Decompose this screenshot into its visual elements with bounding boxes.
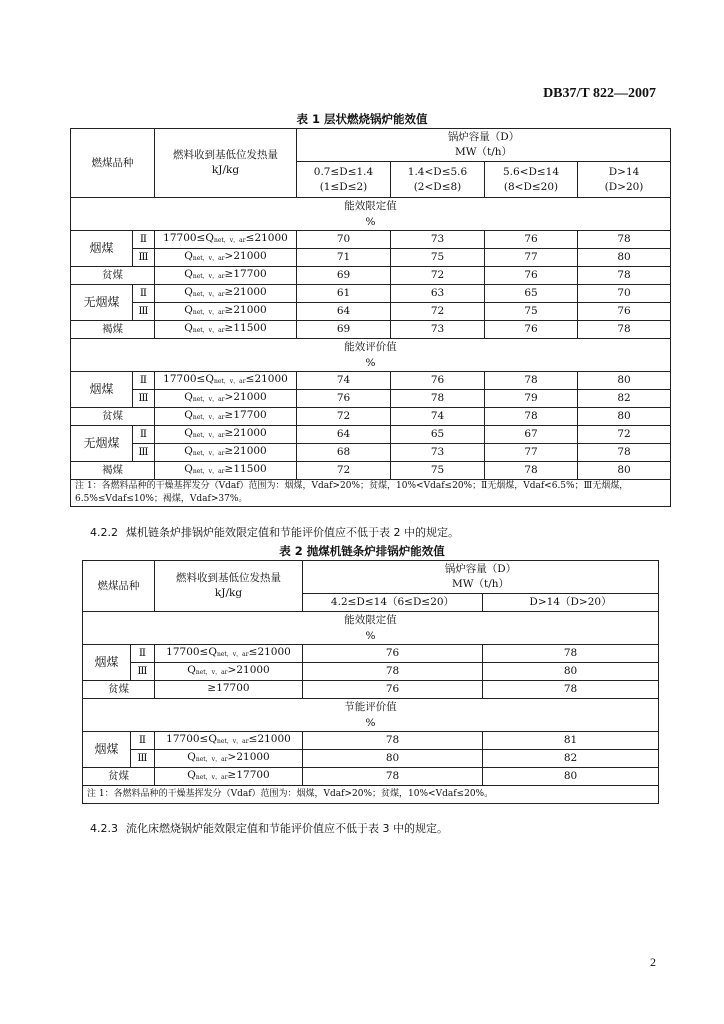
heating-value <box>155 462 297 480</box>
coal-grade: Ⅱ <box>133 285 155 303</box>
page-number: 2 <box>650 955 656 969</box>
coal-grade: Ⅱ <box>133 426 155 444</box>
table2-header-heat <box>155 561 303 612</box>
efficiency-value: 82 <box>578 390 671 408</box>
coal-grade: Ⅱ <box>133 231 155 249</box>
efficiency-value: 76 <box>485 267 578 285</box>
heating-value-prefix: Q <box>184 463 193 475</box>
heating-value <box>155 321 297 339</box>
fuel-type: 褐煤 <box>71 321 155 339</box>
coal-grade: Ⅱ <box>133 372 155 390</box>
table1 <box>70 128 671 507</box>
efficiency-value: 78 <box>578 444 671 462</box>
efficiency-value: 69 <box>297 267 391 285</box>
efficiency-value: 74 <box>391 408 485 426</box>
fuel-type: 贫煤 <box>83 681 155 699</box>
efficiency-value: 75 <box>391 462 485 480</box>
coal-grade: Ⅲ <box>133 303 155 321</box>
efficiency-value: 80 <box>578 249 671 267</box>
efficiency-value: 72 <box>578 426 671 444</box>
heating-value-prefix: 17700≤Q <box>166 646 217 658</box>
heating-value <box>155 750 303 768</box>
table1-header-capacity-line1: 锅炉容量（D） <box>447 131 520 143</box>
coal-grade: Ⅱ <box>131 645 155 663</box>
efficiency-value: 73 <box>391 321 485 339</box>
efficiency-value: 65 <box>485 285 578 303</box>
table-row <box>83 645 659 663</box>
heating-value-subscript: net，v，ar <box>213 237 246 244</box>
efficiency-value: 78 <box>485 408 578 426</box>
heating-value <box>155 231 297 249</box>
efficiency-value: 73 <box>391 231 485 249</box>
efficiency-value: 78 <box>303 732 483 750</box>
heating-value <box>155 285 297 303</box>
note-row <box>83 786 659 804</box>
table-row <box>71 303 671 321</box>
efficiency-value: 76 <box>297 390 391 408</box>
efficiency-value: 72 <box>297 462 391 480</box>
efficiency-value: 78 <box>303 663 483 681</box>
heating-value <box>155 681 303 699</box>
table2-capacity-range: D>14（D>20） <box>483 594 659 612</box>
efficiency-value: 71 <box>297 249 391 267</box>
paragraph-4-2-2-number: 4.2.2 <box>90 526 118 539</box>
capacity-range-th: (8<D≤20) <box>503 180 559 193</box>
heating-value-subscript: net，v，ar <box>192 432 225 439</box>
efficiency-value: 78 <box>483 645 659 663</box>
heating-value-prefix: Q <box>184 445 193 457</box>
heating-value-suffix: >21000 <box>224 250 267 262</box>
fuel-type: 贫煤 <box>71 408 155 426</box>
heating-value <box>155 426 297 444</box>
table-row <box>83 663 659 681</box>
table-row <box>83 750 659 768</box>
section-heading <box>83 612 659 645</box>
efficiency-value: 78 <box>485 372 578 390</box>
heating-value <box>155 408 297 426</box>
heating-value <box>155 303 297 321</box>
heating-value-subscript: net，v，ar <box>195 669 228 676</box>
heating-value-suffix: ≥11500 <box>224 322 267 334</box>
table1-note: 注 1：各燃料品种的干燥基挥发分（Vdaf）范围为：烟煤，Vdaf>20%；贫煤，10%<Vdaf≤20%；Ⅱ无烟煤，Vdaf<6.5%；Ⅲ无烟煤，6.5%≤Vdaf≤10%；褐煤，Vdaf>37%。 <box>71 480 671 507</box>
heating-value-prefix: Q <box>184 322 193 334</box>
efficiency-value: 80 <box>303 750 483 768</box>
heating-value <box>155 732 303 750</box>
capacity-range-th: (D>20) <box>604 180 644 193</box>
efficiency-value: 78 <box>483 681 659 699</box>
coal-grade: Ⅲ <box>133 249 155 267</box>
note-row <box>71 480 671 507</box>
efficiency-value: 72 <box>391 303 485 321</box>
fuel-type: 贫煤 <box>71 267 155 285</box>
table-row <box>71 267 671 285</box>
efficiency-value: 76 <box>303 681 483 699</box>
fuel-type: 烟煤 <box>71 231 133 267</box>
heating-value-subscript: net，v，ar <box>216 651 249 658</box>
heating-value-subscript: net，v，ar <box>213 378 246 385</box>
heating-value <box>155 663 303 681</box>
efficiency-value: 67 <box>485 426 578 444</box>
table2-header-fuel: 燃煤品种 <box>83 561 155 612</box>
section-heading-row <box>71 198 671 231</box>
heating-value-prefix: Q <box>184 286 193 298</box>
efficiency-value: 80 <box>578 372 671 390</box>
efficiency-value: 78 <box>303 768 483 786</box>
heating-value-prefix: Q <box>184 304 193 316</box>
efficiency-value: 75 <box>485 303 578 321</box>
heating-value-prefix: Q <box>184 409 193 421</box>
coal-grade: Ⅱ <box>131 732 155 750</box>
section-heading <box>71 339 671 372</box>
heating-value <box>155 249 297 267</box>
section-unit: % <box>365 216 376 228</box>
paragraph-4-2-3-text: 流化床燃烧锅炉能效限定值和节能评价值应不低于表 3 中的规定。 <box>126 822 448 835</box>
fuel-type: 烟煤 <box>83 732 131 768</box>
heating-value-prefix: Q <box>184 391 193 403</box>
table1-header-capacity-line2: MW（t/h） <box>454 146 513 158</box>
coal-grade: Ⅲ <box>131 663 155 681</box>
capacity-range-th: (1≤D≤2) <box>319 180 368 193</box>
table1-capacity-range <box>578 162 671 198</box>
section-heading <box>83 699 659 732</box>
table1-header-capacity <box>297 129 671 162</box>
heating-value-prefix: Q <box>184 427 193 439</box>
section-title: 能效限定值 <box>344 614 397 626</box>
efficiency-value: 79 <box>485 390 578 408</box>
fuel-type: 烟煤 <box>83 645 131 681</box>
capacity-range-mw: 1.4<D≤5.6 <box>407 165 468 178</box>
paragraph-4-2-3-number: 4.2.3 <box>90 822 118 835</box>
efficiency-value: 78 <box>578 231 671 249</box>
table-row <box>71 231 671 249</box>
table-row <box>71 390 671 408</box>
section-unit: % <box>365 717 376 729</box>
efficiency-value: 64 <box>297 303 391 321</box>
efficiency-value: 82 <box>483 750 659 768</box>
heating-value-suffix: >21000 <box>227 751 270 763</box>
efficiency-value: 81 <box>483 732 659 750</box>
table1-capacity-range <box>297 162 391 198</box>
table2-title: 表 2 抛煤机链条炉排锅炉能效值 <box>279 544 445 558</box>
efficiency-value: 80 <box>578 408 671 426</box>
efficiency-value: 61 <box>297 285 391 303</box>
efficiency-value: 76 <box>578 303 671 321</box>
heating-value-subscript: net，v，ar <box>192 327 225 334</box>
efficiency-value: 72 <box>297 408 391 426</box>
heating-value-suffix: ≥11500 <box>224 463 267 475</box>
table2-capacity-range: 4.2≤D≤14（6≤D≤20） <box>303 594 483 612</box>
efficiency-value: 77 <box>485 444 578 462</box>
efficiency-value: 80 <box>578 462 671 480</box>
efficiency-value: 76 <box>485 321 578 339</box>
capacity-range-mw: D>14 <box>608 165 640 178</box>
efficiency-value: 64 <box>297 426 391 444</box>
heating-value-suffix: ≤21000 <box>245 232 288 244</box>
coal-grade: Ⅲ <box>133 390 155 408</box>
heating-value <box>155 768 303 786</box>
table2-header-capacity-line1: 锅炉容量（D） <box>444 563 517 575</box>
efficiency-value: 78 <box>485 462 578 480</box>
table2-header-capacity <box>303 561 659 594</box>
table2-note: 注 1：各燃料品种的干燥基挥发分（Vdaf）范围为：烟煤，Vdaf>20%；贫煤，10%<Vdaf≤20%。 <box>83 786 659 804</box>
heating-value-suffix: ≥21000 <box>224 427 267 439</box>
heating-value-subscript: net，v，ar <box>192 414 225 421</box>
fuel-type: 无烟煤 <box>71 426 133 462</box>
efficiency-value: 65 <box>391 426 485 444</box>
heating-value-prefix: Q <box>184 268 193 280</box>
heating-value <box>155 645 303 663</box>
heating-value <box>155 444 297 462</box>
efficiency-value: 75 <box>391 249 485 267</box>
paragraph-4-2-3 <box>90 820 448 836</box>
heating-value-suffix: ≥17700 <box>227 769 270 781</box>
heating-value-suffix: >21000 <box>224 391 267 403</box>
paragraph-4-2-2 <box>90 524 459 540</box>
heating-value-prefix: 17700≤Q <box>163 232 214 244</box>
heating-value-subscript: net，v，ar <box>192 396 225 403</box>
coal-grade: Ⅲ <box>133 444 155 462</box>
heating-value-prefix: Q <box>187 769 196 781</box>
table-row <box>71 462 671 480</box>
efficiency-value: 80 <box>483 663 659 681</box>
table1-capacity-range <box>485 162 578 198</box>
section-heading-row <box>71 339 671 372</box>
table1-capacity-range <box>391 162 485 198</box>
table-row <box>83 681 659 699</box>
heating-value-suffix: ≤21000 <box>245 373 288 385</box>
efficiency-value: 63 <box>391 285 485 303</box>
paragraph-4-2-2-text: 煤机链条炉排锅炉能效限定值和节能评价值应不低于表 2 中的规定。 <box>126 526 459 539</box>
heating-value-subscript: net，v，ar <box>192 309 225 316</box>
section-title: 能效限定值 <box>344 200 397 212</box>
table2-header-heat-line2: kJ/kg <box>214 587 243 599</box>
efficiency-value: 73 <box>391 444 485 462</box>
heating-value-subscript: net，v，ar <box>216 738 249 745</box>
heating-value-prefix: 17700≤Q <box>166 733 217 745</box>
efficiency-value: 69 <box>297 321 391 339</box>
heating-value-suffix: ≤21000 <box>248 646 291 658</box>
efficiency-value: 76 <box>485 231 578 249</box>
table1-header-heat-line2: kJ/kg <box>211 164 240 176</box>
heating-value-prefix: Q <box>187 664 196 676</box>
efficiency-value: 74 <box>297 372 391 390</box>
heating-value-subscript: net，v，ar <box>195 756 228 763</box>
heating-value-suffix: ≥17700 <box>224 268 267 280</box>
efficiency-value: 72 <box>391 267 485 285</box>
efficiency-value: 76 <box>391 372 485 390</box>
heating-value-subscript: net，v，ar <box>192 468 225 475</box>
table-row <box>71 408 671 426</box>
heating-value-subscript: net，v，ar <box>192 450 225 457</box>
section-title: 节能评价值 <box>344 701 397 713</box>
heating-value-suffix: ≥21000 <box>224 445 267 457</box>
table-row <box>71 249 671 267</box>
fuel-type: 褐煤 <box>71 462 155 480</box>
table2-header-heat-line1: 燃料收到基低位发热量 <box>176 572 281 584</box>
heating-value-suffix: ≥21000 <box>224 304 267 316</box>
efficiency-value: 70 <box>578 285 671 303</box>
table-row <box>71 426 671 444</box>
table1-header-fuel: 燃煤品种 <box>71 129 155 198</box>
table-row <box>71 285 671 303</box>
heating-value-prefix: 17700≤Q <box>163 373 214 385</box>
efficiency-value: 77 <box>485 249 578 267</box>
table1-header-heat <box>155 129 297 198</box>
table1-title: 表 1 层状燃烧锅炉能效值 <box>296 112 428 126</box>
fuel-type: 贫煤 <box>83 768 155 786</box>
table2-header-capacity-line2: MW（t/h） <box>451 578 510 590</box>
table-row <box>83 768 659 786</box>
table-row <box>71 372 671 390</box>
efficiency-value: 78 <box>578 267 671 285</box>
section-heading-row <box>83 612 659 645</box>
efficiency-value: 70 <box>297 231 391 249</box>
capacity-range-th: (2<D≤8) <box>413 180 462 193</box>
heating-value-suffix: >21000 <box>227 664 270 676</box>
heating-value-suffix: ≥17700 <box>224 409 267 421</box>
fuel-type: 烟煤 <box>71 372 133 408</box>
table-row <box>71 321 671 339</box>
heating-value-subscript: net，v，ar <box>195 774 228 781</box>
heating-value-subscript: net，v，ar <box>192 291 225 298</box>
table2 <box>82 560 659 804</box>
section-title: 能效评价值 <box>344 341 397 353</box>
standard-code: DB37/T 822—2007 <box>543 86 656 101</box>
heating-value-prefix: Q <box>187 751 196 763</box>
heating-value <box>155 267 297 285</box>
efficiency-value: 68 <box>297 444 391 462</box>
capacity-range-mw: 0.7≤D≤1.4 <box>313 165 374 178</box>
heating-value-suffix: ≥17700 <box>207 682 250 694</box>
heating-value <box>155 372 297 390</box>
table-row <box>71 444 671 462</box>
efficiency-value: 76 <box>303 645 483 663</box>
heating-value-subscript: net，v，ar <box>192 273 225 280</box>
heating-value-prefix: Q <box>184 250 193 262</box>
efficiency-value: 78 <box>391 390 485 408</box>
heating-value-suffix: ≤21000 <box>248 733 291 745</box>
fuel-type: 无烟煤 <box>71 285 133 321</box>
heating-value-subscript: net，v，ar <box>192 255 225 262</box>
efficiency-value: 80 <box>483 768 659 786</box>
table-row <box>83 732 659 750</box>
table1-header-heat-line1: 燃料收到基低位发热量 <box>173 149 278 161</box>
efficiency-value: 78 <box>578 321 671 339</box>
section-unit: % <box>365 630 376 642</box>
heating-value-suffix: ≥21000 <box>224 286 267 298</box>
section-unit: % <box>365 357 376 369</box>
section-heading-row <box>83 699 659 732</box>
section-heading <box>71 198 671 231</box>
capacity-range-mw: 5.6<D≤14 <box>502 165 560 178</box>
heating-value <box>155 390 297 408</box>
coal-grade: Ⅲ <box>131 750 155 768</box>
